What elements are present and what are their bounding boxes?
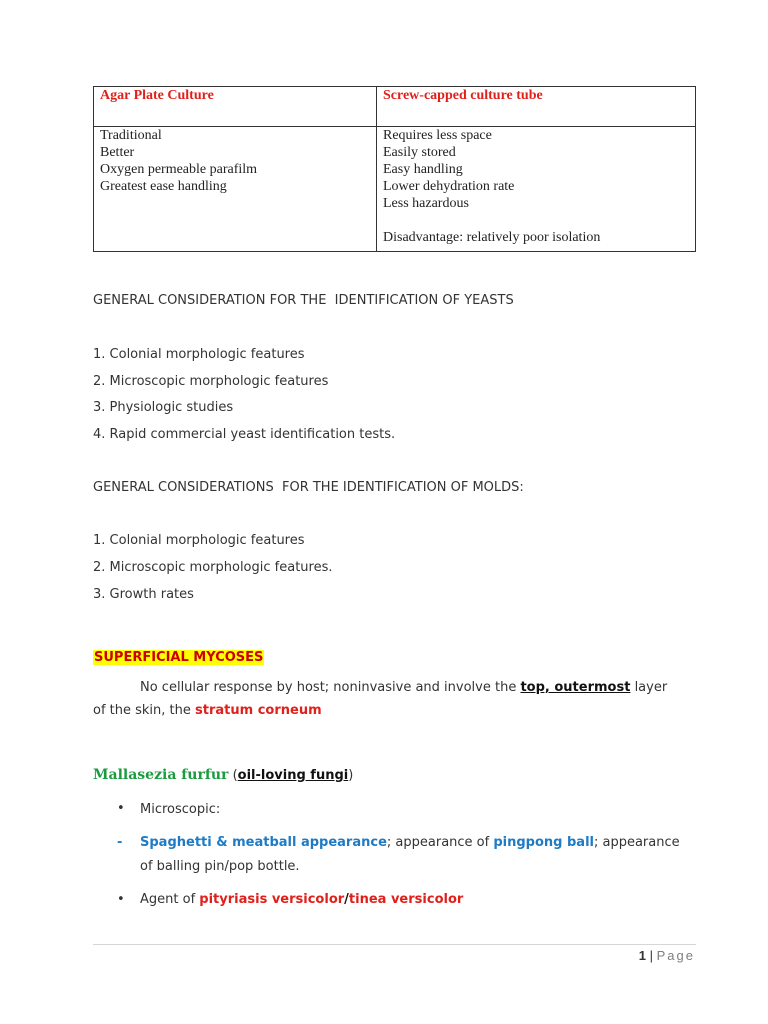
superficial-heading: SUPERFICIAL MYCOSES: [94, 650, 264, 665]
bullet-icon: •: [117, 801, 125, 816]
microscopic-desc-line2: of balling pin/pop bottle.: [140, 859, 300, 874]
tinea-versicolor-text: tinea versicolor: [348, 892, 464, 907]
superficial-paragraph-line2: of the skin, the stratum corneum: [93, 703, 322, 718]
bullet-icon: •: [117, 892, 125, 907]
yeasts-item: 4. Rapid commercial yeast identification tests.: [93, 427, 396, 442]
superficial-paragraph-line1: No cellular response by host; noninvasive and involve the top, outermost layer: [140, 680, 668, 695]
microscopic-desc-line1: Spaghetti & meatball appearance; appearance of pingpong ball; appearance: [140, 835, 680, 850]
tube-cell: [377, 127, 696, 252]
molds-item: 3. Growth rates: [93, 587, 194, 602]
tube-item: Less hazardous: [383, 196, 469, 211]
agar-item: Oxygen permeable parafilm: [100, 162, 258, 177]
molds-item: 2. Microscopic morphologic features.: [93, 560, 333, 575]
table-header-row: [94, 87, 696, 127]
malassezia-name: Mallasezia furfur: [93, 767, 229, 783]
top-outermost-text: top, outermost: [520, 680, 631, 695]
agent-line: Agent of pityriasis versicolor/tinea versicolor: [140, 892, 464, 907]
page-label: Page: [656, 948, 695, 963]
page-number: 1: [638, 948, 647, 963]
tube-item: Easy handling: [383, 162, 463, 177]
yeasts-item: 1. Colonial morphologic features: [93, 347, 305, 362]
malassezia-title: Mallasezia furfur (oil-loving fungi): [93, 767, 354, 783]
pityriasis-versicolor-text: pityriasis versicolor: [199, 892, 345, 907]
yeasts-heading: GENERAL CONSIDERATION FOR THE IDENTIFICATION OF YEASTS: [93, 293, 514, 308]
pingpong-ball-text: pingpong ball: [493, 835, 594, 850]
comparison-table: [93, 86, 696, 252]
agar-item: Traditional: [100, 128, 162, 143]
table-header-agar: Agar Plate Culture: [100, 88, 214, 103]
tube-disadvantage: Disadvantage: relatively poor isolation: [383, 230, 601, 245]
table-header-tube: Screw-capped culture tube: [383, 88, 543, 103]
tube-item: Easily stored: [383, 145, 456, 160]
molds-heading: GENERAL CONSIDERATIONS FOR THE IDENTIFICATION OF MOLDS:: [93, 480, 524, 495]
page-footer: 1 | Page: [638, 948, 695, 963]
oil-loving-fungi-text: oil-loving fungi: [237, 768, 349, 783]
tube-item: Lower dehydration rate: [383, 179, 515, 194]
yeasts-item: 3. Physiologic studies: [93, 400, 234, 415]
agar-cell: [94, 127, 377, 252]
stratum-corneum-text: stratum corneum: [195, 703, 322, 718]
tube-item: Requires less space: [383, 128, 492, 143]
spaghetti-meatball-text: Spaghetti & meatball appearance: [140, 835, 387, 850]
yeasts-item: 2. Microscopic morphologic features: [93, 374, 329, 389]
microscopic-label: Microscopic:: [140, 802, 221, 817]
table-body-row: [94, 127, 696, 252]
superficial-heading-wrap: [93, 646, 264, 665]
molds-item: 1. Colonial morphologic features: [93, 533, 305, 548]
agar-item: Better: [100, 145, 135, 160]
dash-marker: -: [117, 835, 123, 850]
footer-divider: [93, 944, 696, 945]
agar-item: Greatest ease handling: [100, 179, 227, 194]
